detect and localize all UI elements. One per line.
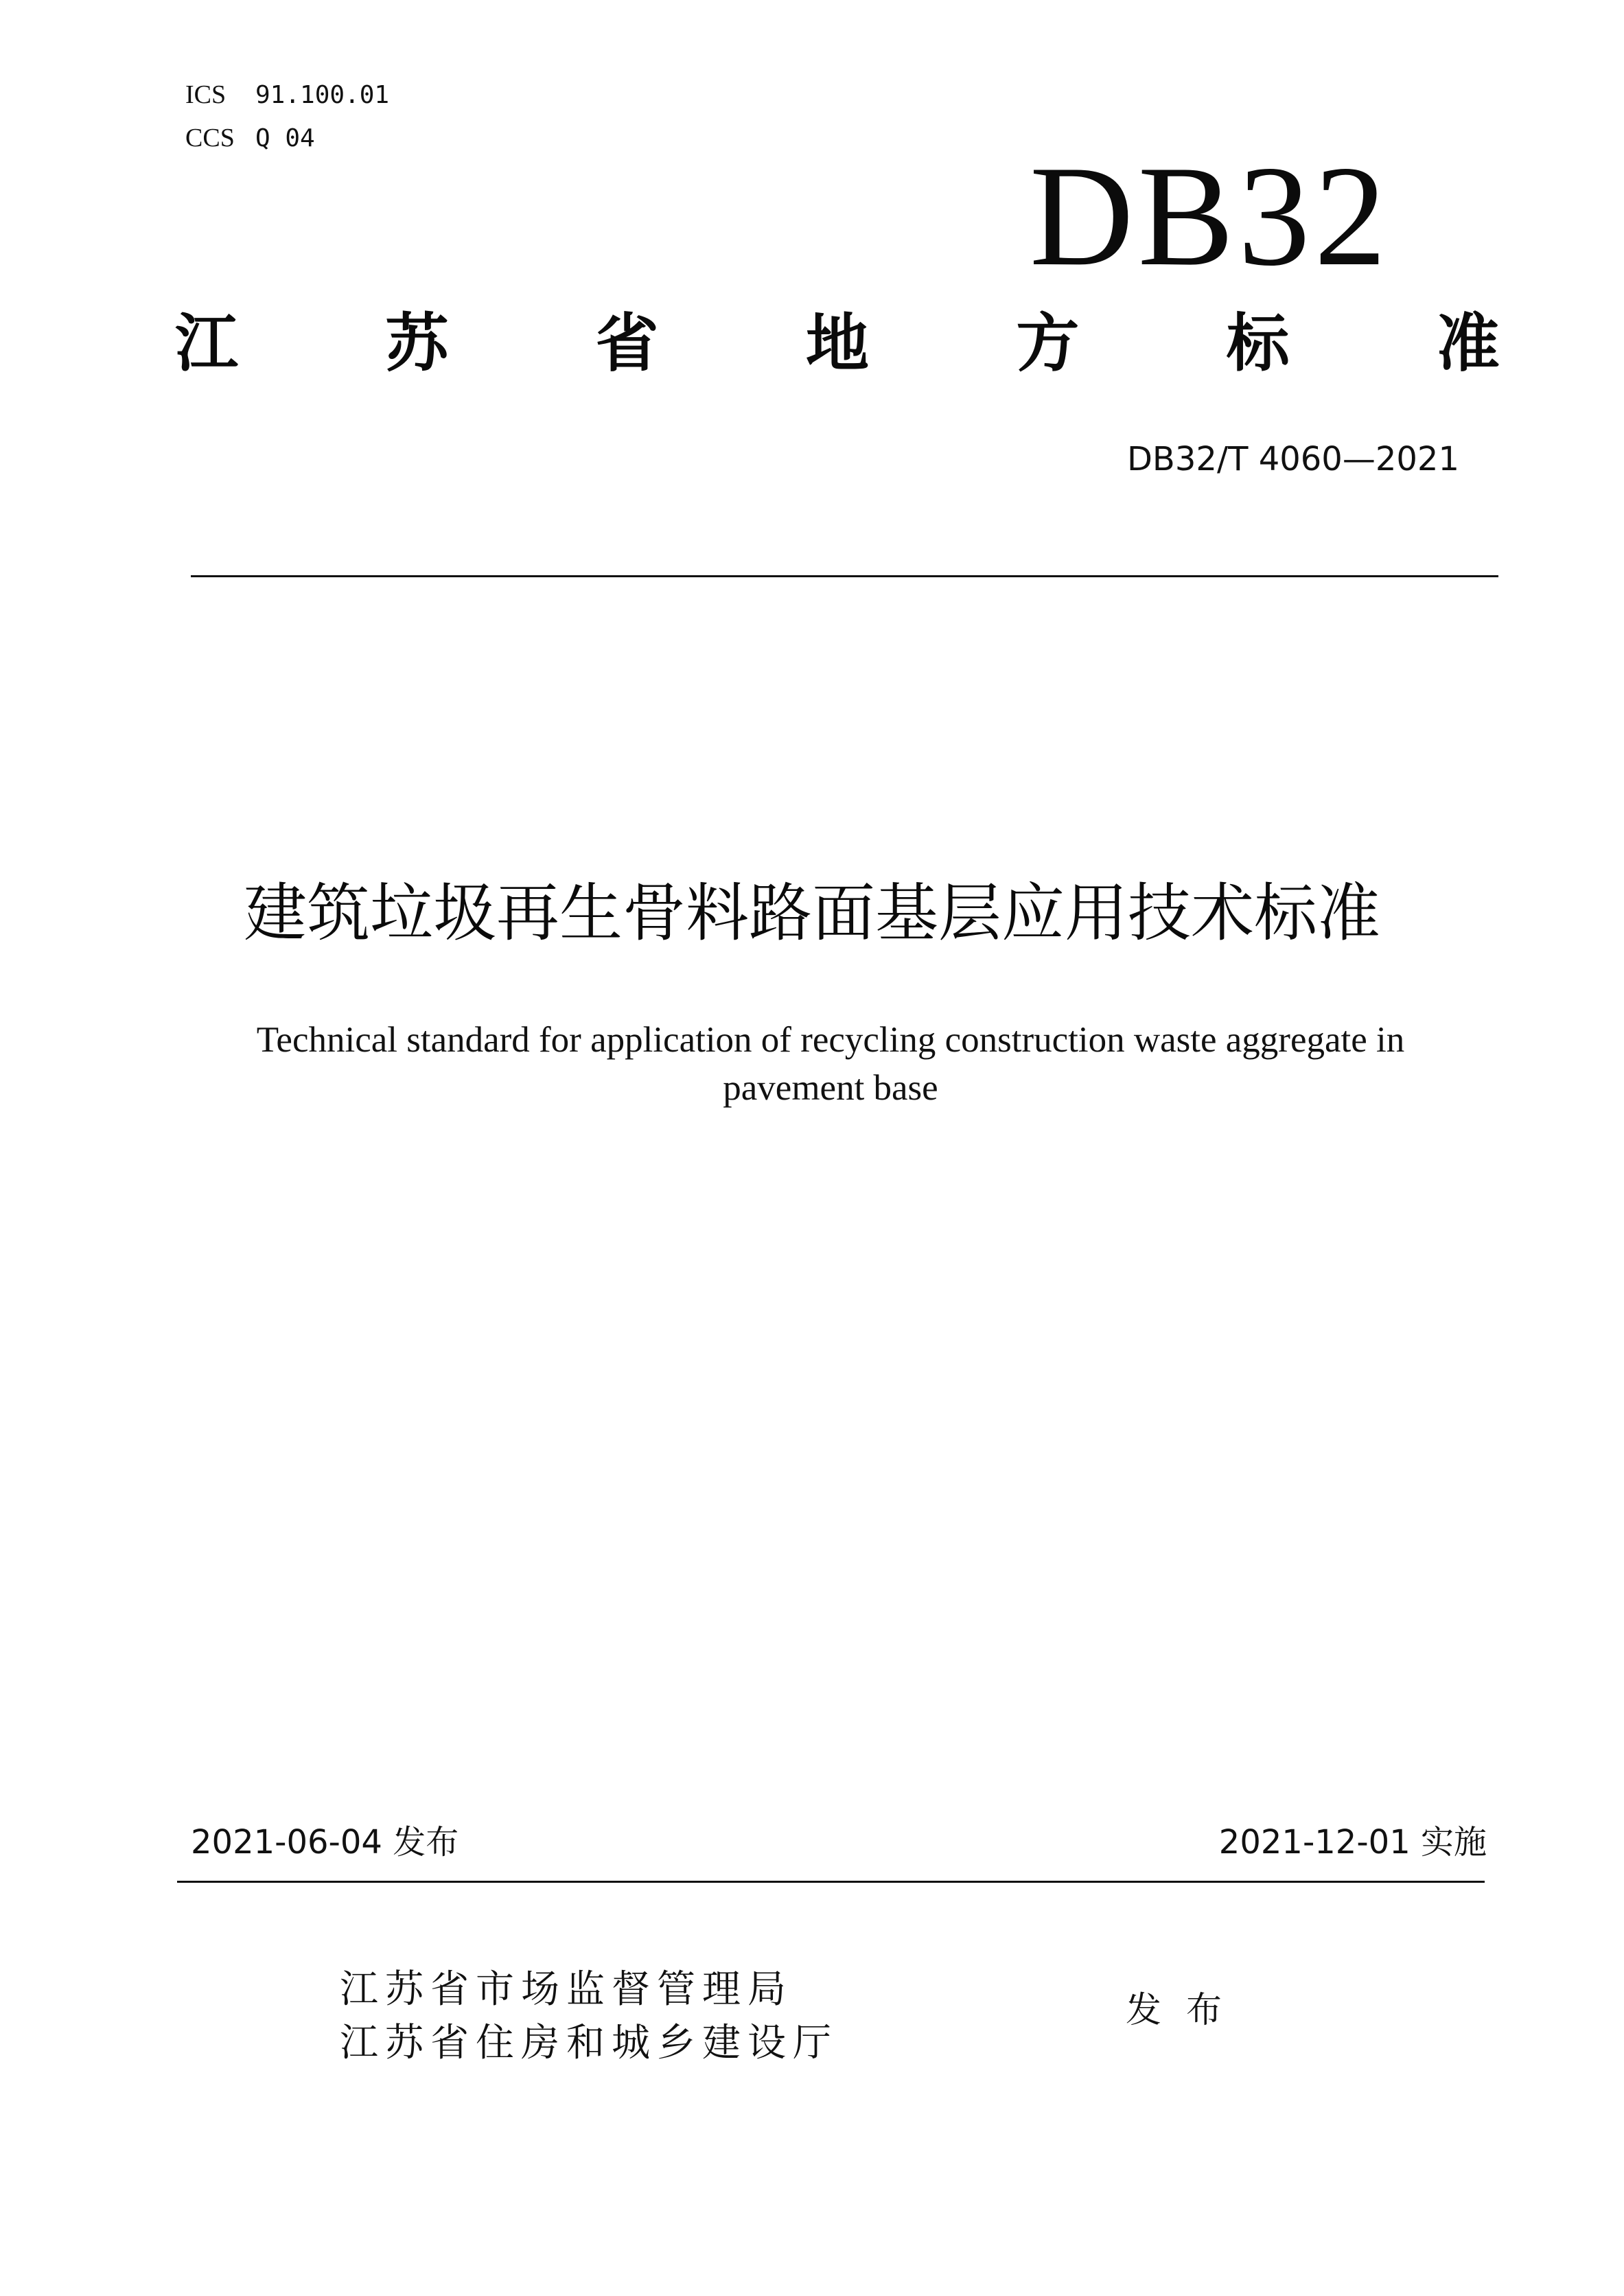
issue-date: 2021-06-04 发布 — [191, 1823, 459, 1862]
standard-type-char: 标 — [1226, 307, 1290, 380]
issuer-name: 江苏省市场监督管理局 — [340, 1967, 793, 2012]
ics-code — [185, 81, 389, 108]
ccs-label: CCS — [185, 124, 235, 152]
implementation-date: 2021-12-01 实施 — [1218, 1823, 1487, 1862]
header-divider — [191, 575, 1498, 577]
standard-type-char: 地 — [805, 307, 869, 380]
standard-type-char: 苏 — [385, 307, 449, 380]
standard-type — [175, 307, 1500, 380]
issuing-authorities — [340, 1963, 838, 2070]
issue-label: 发布 — [1126, 1990, 1247, 2031]
title-english: Technical standard for application of recycling construction waste aggregate in pavement base — [256, 1020, 1405, 1108]
issuer-name: 江苏省住房和城乡建设厅 — [340, 2021, 838, 2065]
ics-value: 91.100.01 — [255, 81, 390, 109]
standard-number: DB32/T 4060—2021 — [1126, 440, 1459, 478]
ccs-value: Q 04 — [255, 124, 315, 152]
footer-divider — [177, 1881, 1485, 1883]
standard-type-char: 省 — [595, 307, 659, 380]
standard-type-char: 方 — [1016, 307, 1080, 380]
standard-type-char: 江 — [175, 307, 239, 380]
db-code: DB32 — [1030, 137, 1391, 296]
ics-label: ICS — [185, 80, 227, 109]
ccs-code — [185, 124, 315, 151]
title-chinese: 建筑垃圾再生骨料路面基层应用技术标准 — [243, 877, 1380, 950]
standard-type-char: 准 — [1436, 307, 1500, 380]
